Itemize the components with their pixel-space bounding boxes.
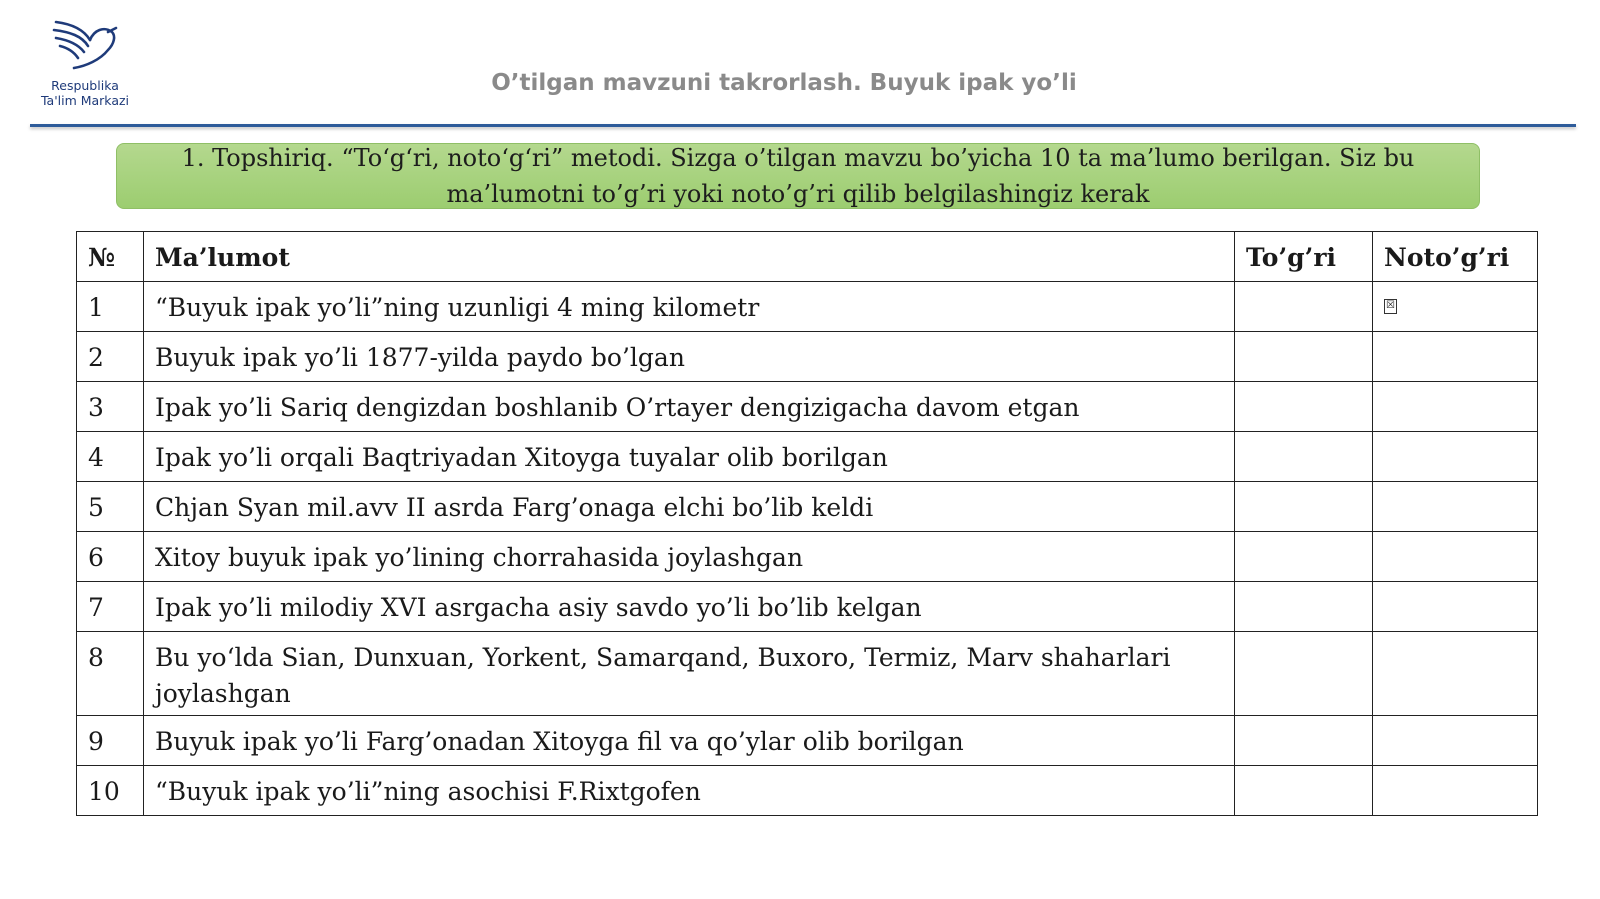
table-row [77,482,1538,532]
dove-logo-icon [50,16,120,74]
true-answer-cell[interactable] [1235,382,1373,432]
false-answer-cell[interactable] [1373,632,1538,716]
row-number: 1 [77,282,144,332]
row-statement: Ipak yo’li milodiy XVI asrgacha asiy savdo yo’li bo’lib kelgan [143,582,1234,632]
row-number: 10 [77,766,144,816]
logo-text-line1: Respublika [51,78,119,93]
row-number: 3 [77,382,144,432]
row-number: 4 [77,432,144,482]
row-statement: Bu yo‘lda Sian, Dunxuan, Yorkent, Samarqand, Buxoro, Termiz, Marv shaharlari joylashgan [143,632,1234,716]
false-answer-cell[interactable] [1373,582,1538,632]
row-number: 2 [77,332,144,382]
false-answer-cell[interactable] [1373,282,1538,332]
task-instruction-text: 1. Topshiriq. “To‘g‘ri, noto‘g‘ri” metodi. Sizga o’tilgan mavzu bo’yicha 10 ta ma’lumo berilgan. Siz bu ma’lumotni to’g’ri yoki noto’g’ri qilib belgilashingiz kerak [181,144,1415,208]
true-false-table [76,231,1538,816]
true-answer-cell[interactable] [1235,482,1373,532]
table-row [77,766,1538,816]
row-number: 7 [77,582,144,632]
table-header-row [77,232,1538,282]
false-answer-cell[interactable] [1373,766,1538,816]
true-answer-cell[interactable] [1235,632,1373,716]
true-answer-cell[interactable] [1235,582,1373,632]
header-false: Noto’g’ri [1373,232,1538,282]
false-answer-cell[interactable] [1373,382,1538,432]
table-row [77,382,1538,432]
true-answer-cell[interactable] [1235,332,1373,382]
table-row [77,282,1538,332]
table-row [77,632,1538,716]
row-number: 6 [77,532,144,582]
true-answer-cell[interactable] [1235,532,1373,582]
true-answer-cell[interactable] [1235,282,1373,332]
true-answer-cell[interactable] [1235,432,1373,482]
page-title: O’tilgan mavzuni takrorlash. Buyuk ipak yo’li [491,70,1077,96]
task-instruction-banner [116,143,1480,209]
true-answer-cell[interactable] [1235,716,1373,766]
header-number: № [77,232,144,282]
checkbox-mark-icon[interactable]: ☒ [1384,299,1397,314]
row-statement: Ipak yo’li Sariq dengizdan boshlanib O’rtayer dengizigacha davom etgan [143,382,1234,432]
table-row [77,332,1538,382]
false-answer-cell[interactable] [1373,432,1538,482]
true-answer-cell[interactable] [1235,766,1373,816]
row-statement: Buyuk ipak yo’li Farg’onadan Xitoyga fil va qo’ylar olib borilgan [143,716,1234,766]
false-answer-cell[interactable] [1373,482,1538,532]
table-row [77,582,1538,632]
row-statement: Xitoy buyuk ipak yo’lining chorrahasida joylashgan [143,532,1234,582]
table-row [77,716,1538,766]
false-answer-cell[interactable] [1373,532,1538,582]
header-divider [30,124,1576,127]
header-statement: Ma’lumot [143,232,1234,282]
row-statement: “Buyuk ipak yo’li”ning uzunligi 4 ming kilometr [143,282,1234,332]
row-statement: Buyuk ipak yo’li 1877-yilda paydo bo’lgan [143,332,1234,382]
table-row [77,432,1538,482]
row-statement: Chjan Syan mil.avv II asrda Farg’onaga elchi bo’lib keldi [143,482,1234,532]
row-number: 5 [77,482,144,532]
table-row [77,532,1538,582]
row-statement: “Buyuk ipak yo’li”ning asochisi F.Rixtgofen [143,766,1234,816]
row-number: 9 [77,716,144,766]
row-number: 8 [77,632,144,716]
row-statement: Ipak yo’li orqali Baqtriyadan Xitoyga tuyalar olib borilgan [143,432,1234,482]
header-true: To’g’ri [1235,232,1373,282]
logo-text-line2: Ta'lim Markazi [40,93,130,108]
false-answer-cell[interactable] [1373,332,1538,382]
false-answer-cell[interactable] [1373,716,1538,766]
